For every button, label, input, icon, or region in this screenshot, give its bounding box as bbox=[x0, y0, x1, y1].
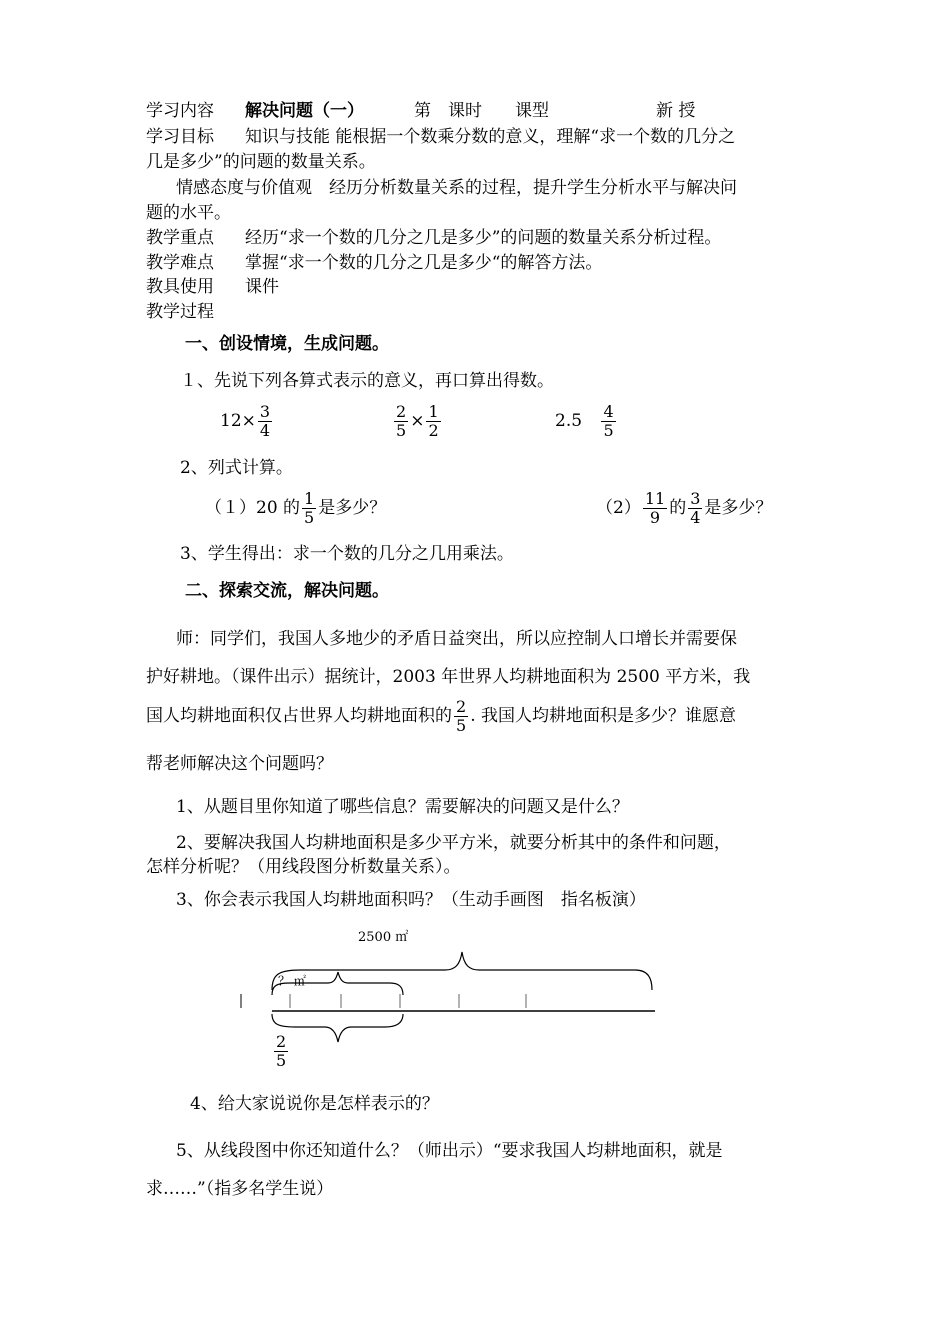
section2-para-3 bbox=[146, 698, 736, 735]
section2-title: 二、探索交流，解决问题。 bbox=[185, 581, 389, 601]
tools-text: 课件 bbox=[245, 277, 279, 297]
step-4: 4、给大家说说你是怎样表示的？ bbox=[190, 1094, 439, 1114]
objectives-label: 学习目标 bbox=[146, 127, 214, 147]
diagram-frac bbox=[274, 1033, 288, 1070]
para3-pre: 国人均耕地面积仅占世界人均耕地面积的 bbox=[146, 706, 452, 726]
q2-prefix: （2） bbox=[596, 498, 641, 518]
para3-den: 5 bbox=[456, 716, 467, 735]
expr1-fraction bbox=[258, 403, 272, 440]
step-2b: 怎样分析呢？（用线段图分析数量关系）。 bbox=[146, 857, 461, 877]
expr2-fraction-1 bbox=[394, 403, 408, 440]
section1-item1: １、先说下列各算式表示的意义，再口算出得数。 bbox=[180, 371, 554, 391]
q2-fraction-1 bbox=[643, 490, 667, 527]
section1-title: 一、创设情境，生成问题。 bbox=[185, 334, 389, 354]
expr1-den: 4 bbox=[259, 421, 271, 440]
objectives-line-3: 情感态度与价值观 经历分析数量关系的过程，提升学生分析水平与解决问 bbox=[176, 178, 737, 198]
q2-fraction-2 bbox=[688, 490, 702, 527]
q1-fraction bbox=[302, 490, 316, 527]
q1-num: 1 bbox=[304, 489, 315, 508]
expr3-whole: 2.5 bbox=[555, 411, 583, 431]
expr2-den1: 5 bbox=[396, 421, 407, 440]
period-label: 第 课时 bbox=[414, 101, 482, 121]
q1-den: 5 bbox=[304, 508, 315, 527]
expr3-den: 5 bbox=[603, 421, 614, 440]
key-point-label: 教学重点 bbox=[146, 228, 214, 248]
section2-para-1: 师：同学们，我国人多地少的矛盾日益突出，所以应控制人口增长并需要保 bbox=[176, 629, 737, 649]
section2-para-2: 护好耕地。（课件出示）据统计，2003 年世界人均耕地面积为 2500 平方米，我 bbox=[146, 667, 751, 687]
type-label: 课型 bbox=[515, 101, 549, 121]
q2-suffix: 是多少？ bbox=[704, 498, 773, 518]
type-value: 新 授 bbox=[656, 101, 696, 121]
q2-den2: 4 bbox=[690, 508, 701, 527]
section1-item3: 3、学生得出：求一个数的几分之几用乘法。 bbox=[180, 544, 514, 564]
q1-suffix: 是多少？ bbox=[318, 498, 387, 518]
para3-num: 2 bbox=[456, 697, 467, 716]
difficulty-text: 掌握“求一个数的几分之几是多少“的解答方法。 bbox=[245, 253, 603, 273]
q2-num1: 11 bbox=[644, 489, 666, 508]
objectives-line-4: 题的水平。 bbox=[146, 203, 231, 223]
objectives-line-1: 知识与技能 能根据一个数乘分数的意义，理解“求一个数的几分之 bbox=[245, 127, 736, 147]
key-point-text: 经历“求一个数的几分之几是多少”的问题的数量关系分析过程。 bbox=[245, 228, 722, 248]
question-2 bbox=[596, 490, 772, 527]
question-1 bbox=[205, 490, 386, 527]
bottom-brace bbox=[272, 1014, 403, 1042]
expr3-num: 4 bbox=[603, 402, 614, 421]
content-value: 解决问题（一） bbox=[245, 101, 364, 121]
diagram-frac-num: 2 bbox=[276, 1032, 287, 1051]
diagram-fraction bbox=[272, 1033, 290, 1070]
expression-3 bbox=[555, 403, 618, 440]
expression-2 bbox=[392, 403, 443, 440]
tools-label: 教具使用 bbox=[146, 277, 214, 297]
difficulty-label: 教学难点 bbox=[146, 253, 214, 273]
expr2-fraction-2 bbox=[426, 403, 440, 440]
diagram-frac-den: 5 bbox=[276, 1051, 287, 1070]
step-5b: 求……”（指多名学生说） bbox=[146, 1179, 334, 1199]
step-3: 3、你会表示我国人均耕地面积吗？（生动手画图 指名板演） bbox=[176, 890, 646, 910]
q2-mid: 的 bbox=[669, 498, 687, 518]
total-brace bbox=[272, 952, 652, 990]
content-label: 学习内容 bbox=[146, 101, 214, 121]
step-2a: 2、要解决我国人均耕地面积是多少平方米，就要分析其中的条件和问题， bbox=[176, 833, 731, 853]
step-1: 1、从题目里你知道了哪些信息？需要解决的问题又是什么？ bbox=[176, 797, 629, 817]
expression-1 bbox=[220, 403, 274, 440]
objectives-line-2: 几是多少”的问题的数量关系。 bbox=[146, 152, 376, 172]
q2-num2: 3 bbox=[690, 489, 701, 508]
step-5a: 5、从线段图中你还知道什么？（师出示）“要求我国人均耕地面积，就是 bbox=[176, 1141, 723, 1161]
q1-prefix: （１）20 的 bbox=[205, 498, 301, 518]
expr1-whole: 12× bbox=[220, 411, 256, 431]
section2-para-4: 帮老师解决这个问题吗？ bbox=[146, 754, 333, 774]
expr2-num1: 2 bbox=[396, 402, 407, 421]
expr2-op: × bbox=[410, 411, 425, 431]
expr1-num: 3 bbox=[259, 402, 271, 421]
expr2-den2: 2 bbox=[428, 421, 439, 440]
diagram-total-label: 2500 ㎡ bbox=[358, 930, 409, 945]
section1-item2: 2、列式计算。 bbox=[180, 458, 293, 478]
diagram-part-label: ？ ㎡ bbox=[278, 974, 306, 988]
process-label: 教学过程 bbox=[146, 302, 214, 322]
para3-fraction bbox=[454, 698, 468, 735]
expr3-fraction bbox=[601, 403, 615, 440]
para3-post: . 我国人均耕地面积是多少？谁愿意 bbox=[470, 706, 736, 726]
q2-den1: 9 bbox=[649, 508, 661, 527]
expr2-num2: 1 bbox=[428, 402, 439, 421]
part-brace bbox=[272, 972, 403, 995]
